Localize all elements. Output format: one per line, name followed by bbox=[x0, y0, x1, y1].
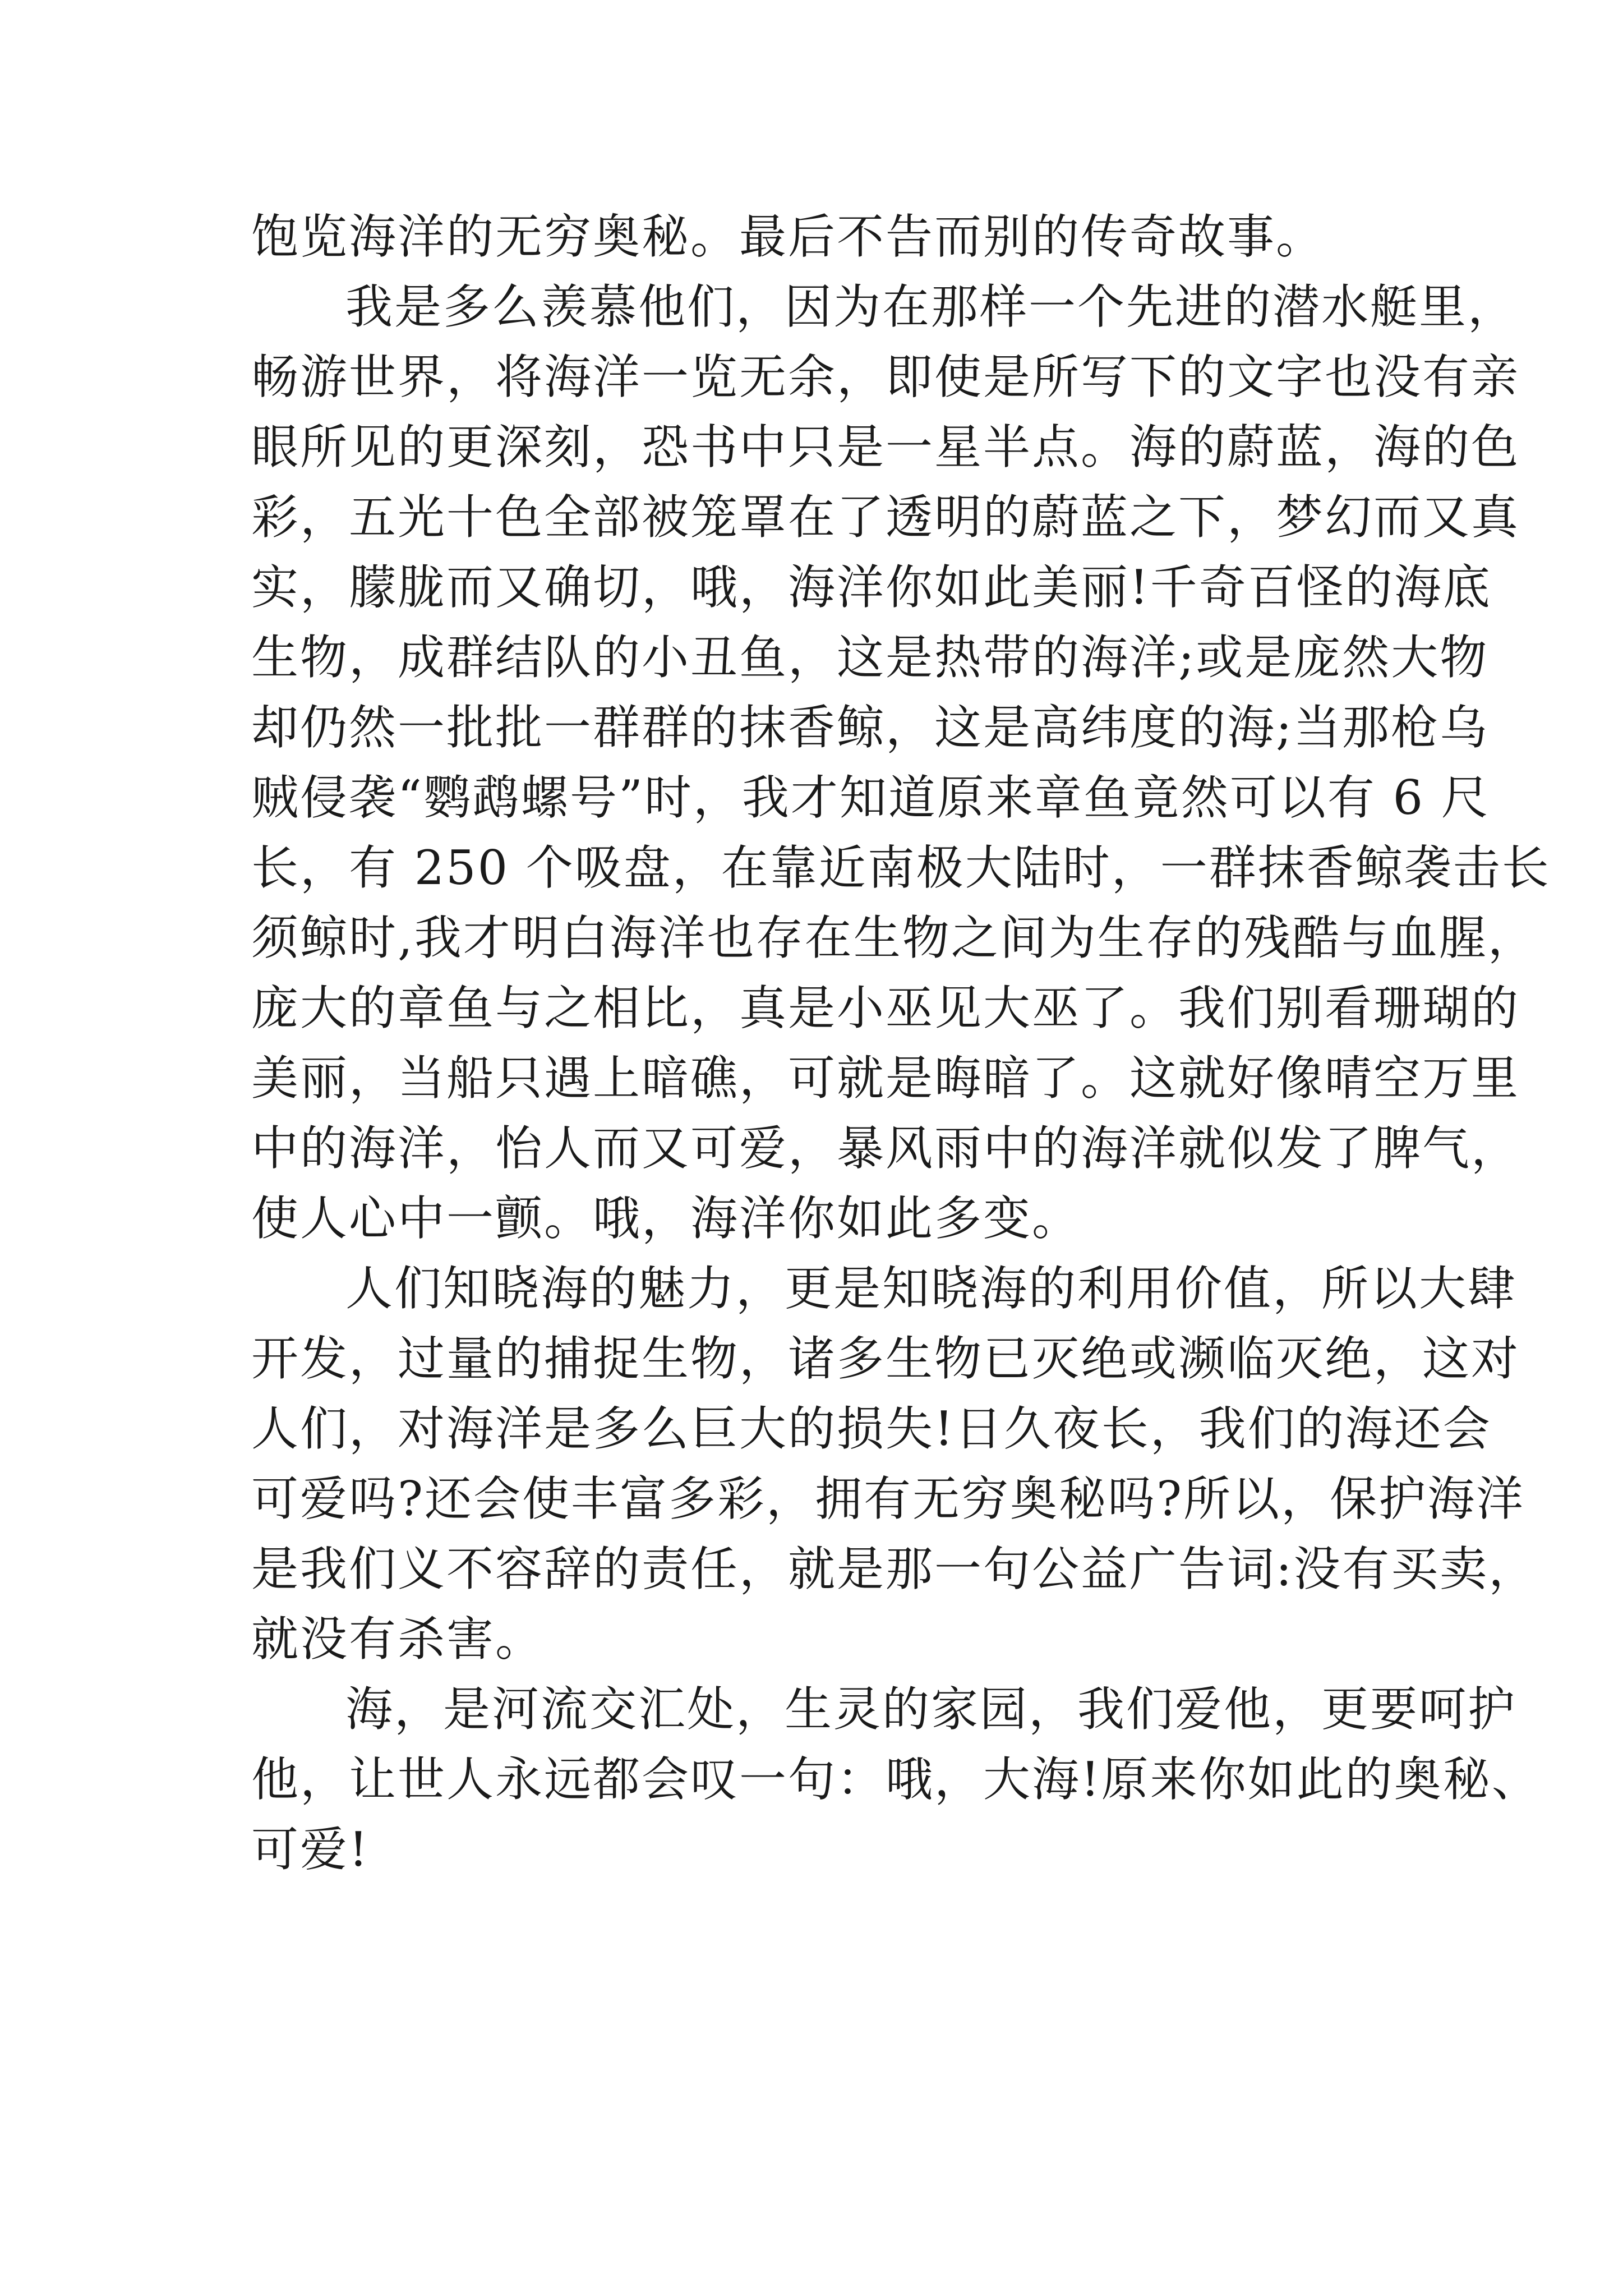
text-line: 贼侵袭“鹦鹉螺号”时，我才知道原来章鱼竟然可以有 6 尺 bbox=[251, 770, 1490, 825]
paragraph-first-line: 我是多么羡慕他们，因为在那样一个先进的潜水艇里， bbox=[345, 279, 1517, 334]
text-line: 是我们义不容辞的责任，就是那一句公益广告词:没有买卖， bbox=[251, 1542, 1538, 1596]
text-line: 中的海洋，怡人而又可爱，暴风雨中的海洋就似发了脾气， bbox=[251, 1121, 1520, 1176]
text-line: 他，让世人永远都会叹一句：哦，大海!原来你如此的奥秘、 bbox=[251, 1752, 1541, 1807]
text-line: 开发，过量的捕捉生物，诸多生物已灭绝或濒临灭绝，这对 bbox=[251, 1331, 1520, 1386]
text-line: 眼所见的更深刻，恐书中只是一星半点。海的蔚蓝，海的色 bbox=[251, 420, 1520, 475]
essay-body bbox=[251, 202, 1551, 1885]
text-line: 生物，成群结队的小丑鱼，这是热带的海洋;或是庞然大物 bbox=[251, 630, 1489, 685]
text-line: 人们，对海洋是多么巨大的损失!日久夜长，我们的海还会 bbox=[251, 1401, 1492, 1456]
text-line: 饱览海洋的无穷奥秘。最后不告而别的传奇故事。 bbox=[251, 209, 1325, 264]
text-line: 实，朦胧而又确切，哦，海洋你如此美丽!千奇百怪的海底 bbox=[251, 560, 1492, 615]
text-line: 长，有 250 个吸盘，在靠近南极大陆时，一群抹香鲸袭击长 bbox=[251, 840, 1551, 895]
text-line: 庞大的章鱼与之相比，真是小巫见大巫了。我们别看珊瑚的 bbox=[251, 981, 1520, 1036]
text-line: 就没有杀害。 bbox=[251, 1612, 545, 1667]
text-line: 须鲸时,我才明白海洋也存在生物之间为生存的残酷与血腥， bbox=[251, 910, 1537, 965]
text-line: 使人心中一颤。哦，海洋你如此多变。 bbox=[251, 1191, 1081, 1246]
text-line: 可爱! bbox=[251, 1822, 370, 1877]
text-line: 可爱吗?还会使丰富多彩，拥有无穷奥秘吗?所以，保护海洋 bbox=[251, 1471, 1525, 1526]
text-line: 畅游世界，将海洋一览无余，即使是所写下的文字也没有亲 bbox=[251, 349, 1520, 404]
paragraph-first-line: 海，是河流交汇处，生灵的家园，我们爱他，更要呵护 bbox=[345, 1682, 1517, 1737]
text-line: 美丽，当船只遇上暗礁，可就是晦暗了。这就好像晴空万里 bbox=[251, 1051, 1520, 1106]
text-line: 却仍然一批批一群群的抹香鲸，这是高纬度的海;当那枪乌 bbox=[251, 700, 1489, 755]
paragraph-first-line: 人们知晓海的魅力，更是知晓海的利用价值，所以大肆 bbox=[345, 1261, 1517, 1316]
text-line: 彩，五光十色全部被笼罩在了透明的蔚蓝之下，梦幻而又真 bbox=[251, 490, 1520, 545]
